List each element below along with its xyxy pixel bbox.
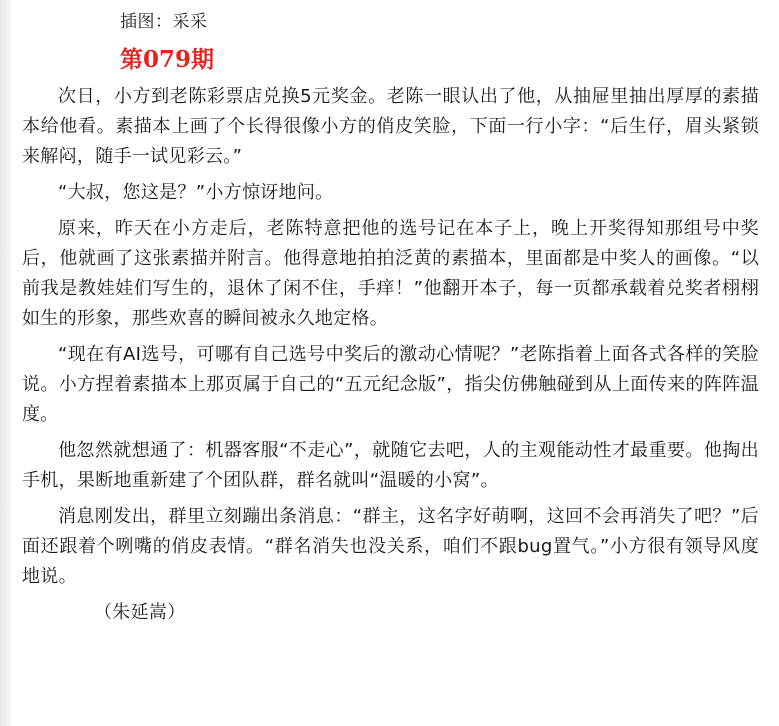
paragraph: 原来，昨天在小方走后，老陈特意把他的选号记在本子上，晚上开奖得知那组号中奖后，他就画了这张素描并附言。他得意地拍拍泛黄的素描本，里面都是中奖人的画像。“以前我是教娃娃们写生的，退休了闲不住，手痒！”他翻开本子，每一页都承载着兑奖者栩栩如生的形象，那些欢喜的瞬间被永久地定格。 <box>22 218 759 329</box>
paragraph: 消息刚发出，群里立刻蹦出条消息：“群主，这名字好萌啊，这回不会再消失了吧？”后面还跟着个咧嘴的俏皮表情。“群名消失也没关系，咱们不跟bug置气。”小方很有领导风度地说。 <box>22 506 759 587</box>
issue-title: 第079期 <box>120 46 215 73</box>
paragraph: 次日，小方到老陈彩票店兑换5元奖金。老陈一眼认出了他，从抽屉里抽出厚厚的素描本给他看。素描本上画了个长得很像小方的俏皮笑脸，下面一行小字：“后生仔，眉头紧锁来解闷，随手一试见彩云。” <box>22 86 759 167</box>
paragraph: “大叔，您这是？”小方惊讶地问。 <box>58 182 334 203</box>
paragraph: “现在有AI选号，可哪有自己选号中奖后的激动心情呢？”老陈指着上面各式各样的笑脸说。小方捏着素描本上那页属于自己的“五元纪念版”，指尖仿佛触碰到从上面传来的阵阵温度。 <box>22 344 759 425</box>
illustration-credit: 插图：采采 <box>120 12 208 32</box>
paragraph: 他忽然就想通了：机器客服“不走心”，就随它去吧，人的主观能动性才最重要。他掏出手机，果断地重新建了个团队群，群名就叫“温暖的小窝”。 <box>22 440 759 491</box>
article-body <box>22 82 759 634</box>
author-byline: （朱延嵩） <box>94 602 186 623</box>
page-edge-shadow <box>0 0 14 726</box>
